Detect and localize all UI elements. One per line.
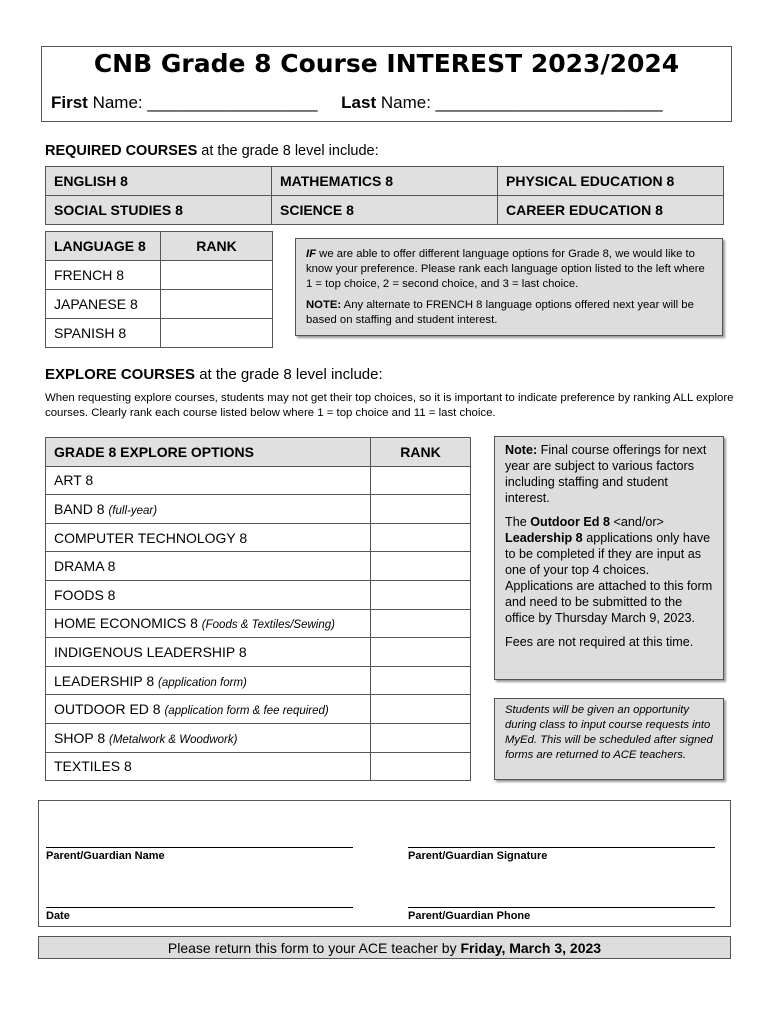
language-note (295, 238, 723, 336)
rank-input[interactable] (371, 695, 471, 724)
table-row (46, 319, 273, 348)
required-course: SCIENCE 8 (272, 196, 498, 225)
rank-input[interactable] (371, 466, 471, 495)
first-name-label-bold: First (51, 93, 88, 112)
note-text: we are able to offer different language options for Grade 8, we would like to know your preference. Please rank each language option listed to the left where 1 = top choice, 2 = second choice, and 3 = last choice. (306, 248, 705, 290)
table-row (46, 290, 273, 319)
rank-input[interactable] (371, 523, 471, 552)
required-course: CAREER EDUCATION 8 (498, 196, 724, 225)
note-if: IF (306, 248, 317, 260)
language-option: SPANISH 8 (46, 319, 161, 348)
rank-input[interactable] (161, 261, 273, 290)
note-bold: Leadership 8 (505, 531, 583, 545)
offering-note (494, 436, 724, 680)
explore-option-note: (Metalwork & Woodwork) (109, 733, 238, 746)
explore-table (45, 437, 471, 781)
explore-option (46, 666, 371, 695)
explore-description: When requesting explore courses, students may not get their top choices, so it is important to indicate preference by ranking ALL explore courses. Clearly rank each course listed below where 1 = top choice and 11 = last choice. (45, 392, 734, 419)
table-row (46, 523, 471, 552)
note-bold: Note: (505, 443, 538, 457)
explore-option (46, 466, 371, 495)
required-course: ENGLISH 8 (46, 167, 272, 196)
explore-option (46, 695, 371, 724)
note-bold: Outdoor Ed 8 (530, 515, 610, 529)
parent-phone-label: Parent/Guardian Phone (408, 910, 531, 922)
note2-text: Any alternate to FRENCH 8 language options offered next year will be based on staffing and student interest. (306, 299, 694, 326)
explore-option-name: FOODS 8 (54, 586, 116, 603)
explore-option-name: DRAMA 8 (54, 558, 116, 575)
rank-input[interactable] (371, 723, 471, 752)
date-field[interactable] (46, 907, 353, 922)
explore-option-name: BAND 8 (54, 500, 105, 517)
required-course: MATHEMATICS 8 (272, 167, 498, 196)
explore-option (46, 580, 371, 609)
explore-option-name: OUTDOOR ED 8 (54, 701, 161, 718)
rank-input[interactable] (371, 666, 471, 695)
rank-input[interactable] (371, 495, 471, 524)
explore-option (46, 723, 371, 752)
table-row (46, 495, 471, 524)
table-row (46, 752, 471, 781)
explore-option (46, 638, 371, 667)
table-row (46, 723, 471, 752)
form-header (41, 46, 732, 122)
explore-option-name: LEADERSHIP 8 (54, 672, 155, 689)
note-text: The (505, 515, 531, 529)
table-row (46, 695, 471, 724)
required-course: PHYSICAL EDUCATION 8 (498, 167, 724, 196)
name-line (51, 93, 663, 113)
explore-option-name: ART 8 (54, 472, 94, 489)
rank-input[interactable] (161, 290, 273, 319)
explore-option (46, 495, 371, 524)
last-name-field[interactable]: ________________________ (430, 93, 663, 112)
explore-option (46, 523, 371, 552)
parent-name-label: Parent/Guardian Name (46, 850, 165, 862)
rank-input[interactable] (371, 752, 471, 781)
table-row (46, 261, 273, 290)
required-heading (45, 143, 379, 159)
rank-input[interactable] (371, 638, 471, 667)
return-text: Please return this form to your ACE teacher by (167, 940, 461, 956)
parent-phone-field[interactable] (408, 907, 715, 922)
explore-option-note: (full-year) (108, 504, 158, 517)
explore-option-note: (Foods & Textiles/Sewing) (201, 619, 335, 632)
signature-box (38, 800, 731, 927)
explore-option (46, 609, 371, 638)
parent-name-field[interactable] (46, 847, 353, 862)
last-name-label-bold: Last (341, 93, 377, 112)
table-header-row (46, 438, 471, 467)
first-name-label: Name: (87, 93, 143, 112)
rank-column-header: RANK (161, 232, 273, 261)
language-column-header: LANGUAGE 8 (46, 232, 161, 261)
language-note-para2 (306, 298, 712, 328)
date-label: Date (46, 910, 70, 922)
table-row (46, 580, 471, 609)
rank-input[interactable] (161, 319, 273, 348)
explore-column-header: GRADE 8 EXPLORE OPTIONS (46, 438, 371, 467)
page-title: CNB Grade 8 Course INTEREST 2023/2024 (93, 49, 680, 78)
first-name-field[interactable]: __________________ (142, 93, 318, 112)
explore-heading (45, 366, 383, 383)
last-name-label: Name: (376, 93, 431, 112)
explore-option-note: (application form) (158, 676, 247, 689)
parent-signature-field[interactable] (408, 847, 715, 862)
note-text: <and/or> (609, 515, 664, 529)
table-row (46, 666, 471, 695)
rank-column-header: RANK (371, 438, 471, 467)
required-heading-rest: at the grade 8 level include: (197, 143, 379, 159)
required-courses-table (45, 166, 724, 225)
explore-option (46, 752, 371, 781)
myed-note: Students will be given an opportunity during class to input course requests into MyEd. This will be scheduled after signed forms are returned to ACE teachers. (494, 698, 724, 780)
note-para (505, 514, 713, 626)
rank-input[interactable] (371, 580, 471, 609)
rank-input[interactable] (371, 609, 471, 638)
return-deadline: Friday, March 3, 2023 (460, 940, 602, 956)
explore-option-name: COMPUTER TECHNOLOGY 8 (54, 529, 248, 546)
note-text: Final course offerings for next year are subject to various factors including staffing and student interest. (505, 443, 707, 505)
explore-heading-bold: EXPLORE COURSES (45, 366, 196, 383)
note-text: applications only have to be completed if they are input as one of your top 4 choices. Applications are attached to this form and need to be submitted to the office by Thursday March 9, 2023. (505, 531, 713, 625)
required-course: SOCIAL STUDIES 8 (46, 196, 272, 225)
rank-input[interactable] (371, 552, 471, 581)
fees-note: Fees are not required at this time. (505, 635, 694, 649)
explore-option-note: (application form & fee required) (164, 705, 329, 718)
note-para (505, 442, 713, 506)
language-table (45, 231, 273, 348)
explore-option-name: INDIGENOUS LEADERSHIP 8 (54, 643, 247, 660)
parent-signature-label: Parent/Guardian Signature (408, 850, 548, 862)
explore-heading-rest: at the grade 8 level include: (195, 366, 383, 383)
explore-body (46, 466, 471, 781)
explore-option (46, 552, 371, 581)
table-row (46, 466, 471, 495)
table-row (46, 609, 471, 638)
table-row (46, 196, 724, 225)
required-heading-bold: REQUIRED COURSES (45, 143, 198, 159)
return-notice (38, 936, 731, 959)
table-row (46, 638, 471, 667)
table-row (46, 552, 471, 581)
table-row (46, 167, 724, 196)
explore-option-name: TEXTILES 8 (54, 758, 132, 775)
language-option: JAPANESE 8 (46, 290, 161, 319)
language-note-para (306, 247, 712, 292)
explore-option-name: SHOP 8 (54, 729, 106, 746)
table-header-row (46, 232, 273, 261)
note2-bold: NOTE: (306, 299, 342, 311)
language-option: FRENCH 8 (46, 261, 161, 290)
explore-option-name: HOME ECONOMICS 8 (54, 615, 198, 632)
